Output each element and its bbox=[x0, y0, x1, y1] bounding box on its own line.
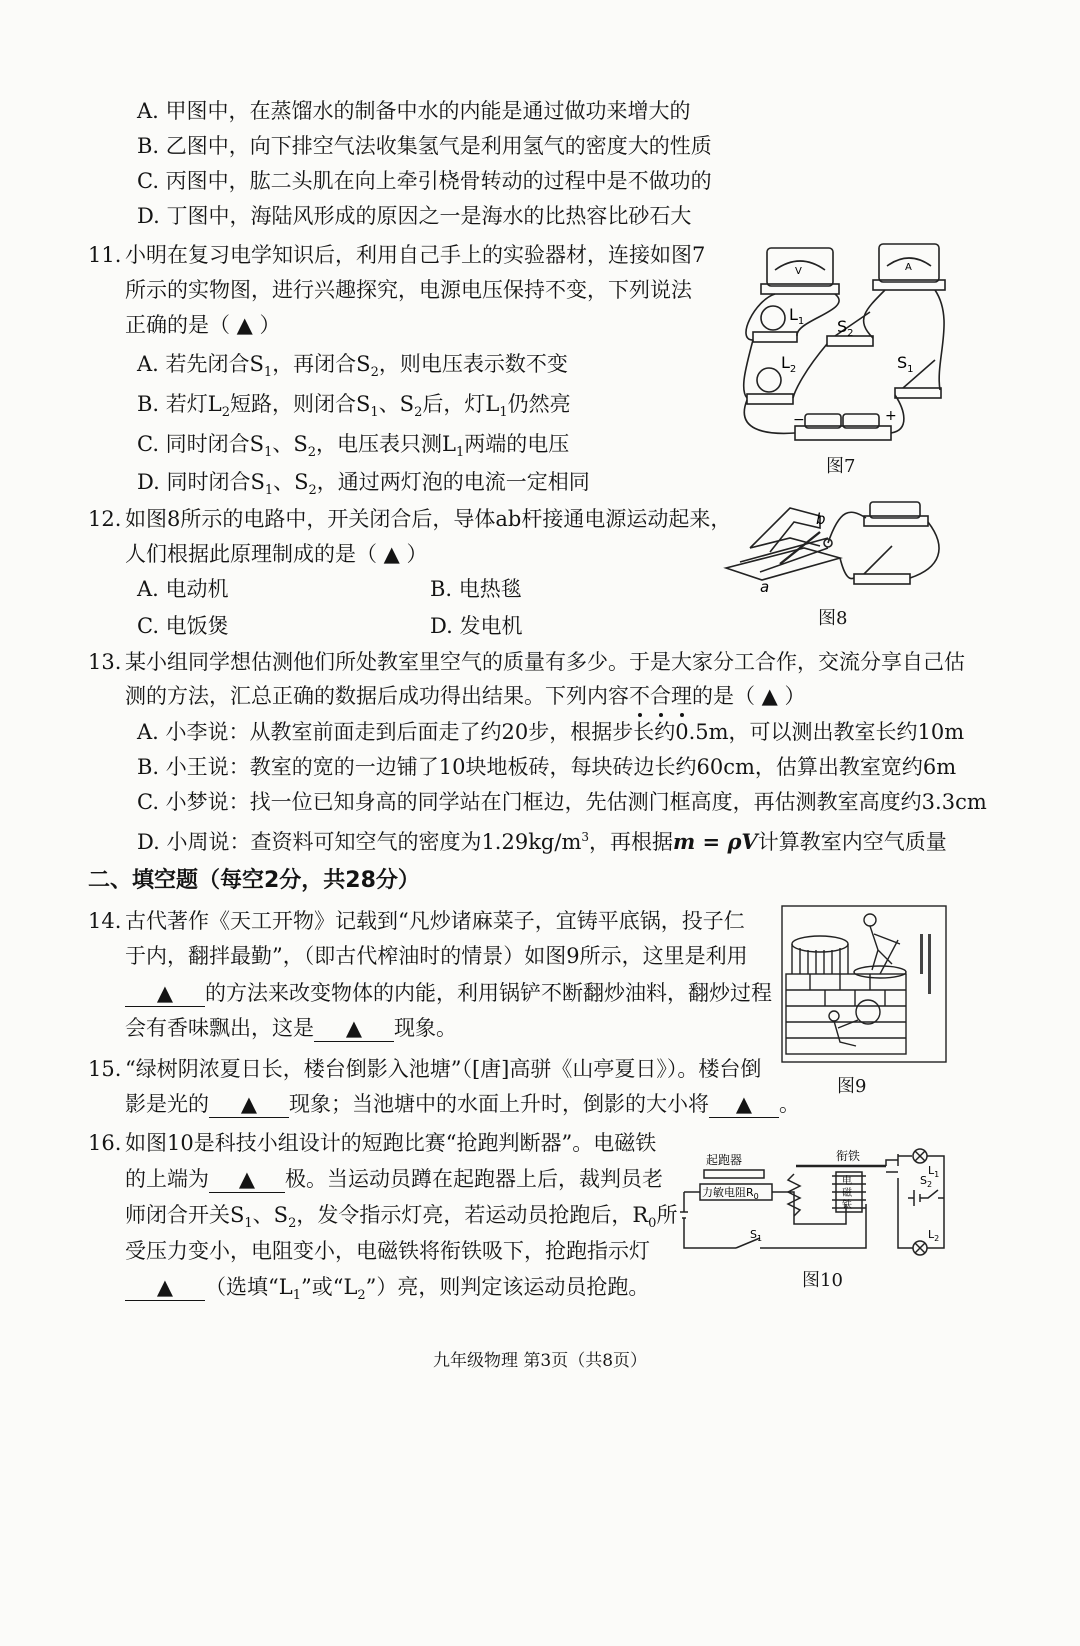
wire bbox=[840, 558, 854, 579]
brick-stove bbox=[786, 974, 906, 1054]
resistor-label: 力敏电阻$R_0$ bbox=[702, 1186, 759, 1201]
l2-label: $L_2$ bbox=[781, 353, 797, 375]
q16-number: 16. bbox=[88, 1131, 122, 1155]
lamp-l1-base bbox=[753, 332, 797, 342]
q16-blank-1[interactable]: ▲ bbox=[209, 1166, 285, 1193]
l1-label: $L_1$ bbox=[928, 1164, 940, 1179]
spatula bbox=[880, 940, 898, 974]
q16-stem-line4: 受压力变小，电阻变小，电磁铁将衔铁吸下，抢跑指示灯 bbox=[125, 1239, 650, 1263]
q14-stem-line2: 于内，翻拌最勤”，（即古代榨油时的情景）如图9所示，这里是利用 bbox=[125, 944, 748, 968]
s1-label: $S_1$ bbox=[750, 1228, 763, 1243]
q14-stem-line4: 会有香味飘出，这是 ▲ 现象。 bbox=[125, 1016, 457, 1040]
wire bbox=[935, 290, 944, 390]
brick-rows bbox=[786, 990, 906, 1038]
voltmeter-label: V bbox=[795, 266, 802, 277]
q15-stem-line2: 影是光的 ▲ 现象；当池塘中的水面上升时，倒影的大小将 ▲ 。 bbox=[125, 1092, 800, 1116]
figure-9-oil-pressing-illustration bbox=[780, 904, 948, 1064]
starter-label: 起跑器 bbox=[706, 1153, 743, 1167]
rail bbox=[740, 538, 828, 562]
switch-lever bbox=[864, 546, 892, 574]
q11-option-b: B. 若灯$L_2$短路，则闭合$S_1$、$S_2$后，灯$L_1$仍然亮 bbox=[137, 392, 571, 421]
q13-number: 13. bbox=[88, 650, 122, 674]
conductor-ab bbox=[780, 532, 820, 564]
q10-option-d: D. 丁图中，海陆风形成的原因之一是海水的比热容比砂石大 bbox=[137, 204, 692, 228]
q13-option-b: B. 小王说：教室的宽的一边铺了10块地板砖，每块砖边长约60cm，估算出教室宽约6m bbox=[137, 755, 957, 779]
lamp-l2-cross bbox=[915, 1243, 925, 1253]
section-2-heading: 二、填空题（每空2分，共28分） bbox=[88, 868, 420, 893]
l2-label: $L_2$ bbox=[928, 1228, 940, 1243]
q14-blank-2[interactable]: ▲ bbox=[314, 1015, 394, 1042]
q12-option-d: D. 发电机 bbox=[430, 614, 523, 638]
q12-option-c: C. 电饭煲 bbox=[137, 614, 229, 638]
s1-label: $S_1$ bbox=[897, 353, 914, 375]
lamp-l1-bulb bbox=[761, 306, 785, 330]
battery-minus-label: − bbox=[793, 412, 805, 428]
wire bbox=[898, 1178, 913, 1248]
figure-8-motor-principle bbox=[720, 488, 950, 598]
lamp-l2-base bbox=[747, 394, 793, 404]
wok bbox=[854, 966, 906, 978]
q15-number: 15. bbox=[88, 1057, 122, 1081]
figure-7-circuit bbox=[735, 240, 955, 460]
starting-block bbox=[704, 1170, 764, 1178]
q11-stem-line2: 所示的实物图，进行兴趣探究，电源电压保持不变，下列说法 bbox=[125, 278, 692, 302]
q11-stem-line1: 小明在复习电学知识后，利用自己手上的实验器材，连接如图7 bbox=[125, 243, 706, 267]
q10-option-c: C. 丙图中，肱二头肌在向上牵引桡骨转动的过程中是不做功的 bbox=[137, 169, 712, 193]
q12-option-a: A. 电动机 bbox=[137, 577, 229, 601]
q13-stem-line2: 测的方法，汇总正确的数据后成功得出结果。下列内容不合理的是（ ▲ ） bbox=[125, 681, 806, 711]
switch-base bbox=[854, 574, 910, 584]
worker-head bbox=[864, 914, 876, 926]
wire bbox=[797, 294, 839, 336]
ammeter-label: A bbox=[905, 262, 912, 273]
bellows bbox=[856, 1000, 880, 1024]
wire bbox=[744, 400, 795, 433]
page-footer: 九年级物理 第3页（共8页） bbox=[432, 1351, 648, 1371]
q15-blank-1[interactable]: ▲ bbox=[209, 1091, 289, 1118]
q12-option-b: B. 电热毯 bbox=[430, 577, 522, 601]
figure-9-caption: 图9 bbox=[837, 1076, 867, 1097]
q12-number: 12. bbox=[88, 507, 122, 531]
magnet-label-3: 铁 bbox=[842, 1200, 852, 1211]
q14-number: 14. bbox=[88, 909, 122, 933]
magnet-label-1: 电 bbox=[842, 1176, 852, 1187]
q11-option-a: A. 若先闭合$S_1$，再闭合$S_2$，则电压表示数不变 bbox=[137, 352, 568, 381]
figure-7-caption: 图7 bbox=[826, 456, 856, 477]
battery-and-switch-s2 bbox=[908, 1190, 944, 1206]
q13-option-d: D. 小周说：查资料可知空气的密度为$1.29kg/m^3$，再根据m = ρV计算教室内空气质量 bbox=[137, 829, 947, 854]
figure-10-false-start-circuit bbox=[676, 1144, 952, 1256]
q11-number: 11. bbox=[88, 243, 122, 267]
q16-stem-line1: 如图10是科技小组设计的短跑比赛“抢跑判断器”。电磁铁 bbox=[125, 1131, 657, 1155]
contacts bbox=[886, 1154, 898, 1172]
q14-blank-1[interactable]: ▲ bbox=[125, 980, 205, 1007]
wire bbox=[744, 340, 753, 398]
wire bbox=[910, 522, 939, 578]
l1-label: $L_1$ bbox=[789, 305, 805, 327]
switch-s1-base bbox=[895, 388, 941, 398]
battery-plus-label: + bbox=[885, 408, 897, 424]
figure-8-caption: 图8 bbox=[818, 608, 848, 629]
figure-10-caption: 图10 bbox=[802, 1270, 843, 1291]
q11-stem-line3: 正确的是（ ▲ ） bbox=[125, 313, 281, 337]
wire bbox=[793, 344, 827, 398]
q13-option-c: C. 小梦说：找一位已知身高的同学站在门框边，先估测门框高度，再估测教室高度约3.3cm bbox=[137, 790, 987, 814]
s2-label: $S_2$ bbox=[837, 317, 854, 339]
q11-option-d: D. 同时闭合$S_1$、$S_2$，通过两灯泡的电流一定相同 bbox=[137, 470, 590, 499]
q10-option-b: B. 乙图中，向下排空气法收集氢气是利用氢气的密度大的性质 bbox=[137, 134, 712, 158]
calligraphy-inscription bbox=[920, 934, 931, 994]
lamp-l1-cross bbox=[915, 1151, 925, 1161]
q15-blank-2[interactable]: ▲ bbox=[709, 1091, 779, 1118]
q12-stem-line1: 如图8所示的电路中，开关闭合后，导体ab杆接通电源运动起来， bbox=[125, 507, 732, 531]
q15-stem-line1: “绿树阴浓夏日长，楼台倒影入池塘”（[唐]高骈《山亭夏日》）。楼台倒 bbox=[125, 1057, 762, 1081]
q14-stem-line3: ▲ 的方法来改变物体的内能，利用锅铲不断翻炒油料，翻炒过程 bbox=[125, 978, 772, 1008]
q11-option-c: C. 同时闭合$S_1$、$S_2$，电压表只测$L_1$两端的电压 bbox=[137, 432, 570, 461]
q13-option-a: A. 小李说：从教室前面走到后面走了约20步，根据步长约0.5m，可以测出教室长约10m bbox=[137, 720, 965, 744]
q10-option-a: A. 甲图中，在蒸馏水的制备中水的内能是通过做功来增大的 bbox=[137, 99, 691, 123]
q16-stem-line3: 师闭合开关$S_1$、$S_2$，发令指示灯亮，若运动员抢跑后，$R_0$所 bbox=[125, 1203, 678, 1232]
lamp-l2-bulb bbox=[757, 368, 781, 392]
label-b: b bbox=[816, 510, 826, 528]
q16-blank-2[interactable]: ▲ bbox=[125, 1274, 205, 1301]
seated-worker-head bbox=[829, 1011, 839, 1021]
q13-stem-line1: 某小组同学想估测他们所处教室里空气的质量有多少。于是大家分工合作，交流分享自己估 bbox=[125, 650, 965, 674]
s2-label: $S_2$ bbox=[920, 1174, 933, 1189]
armature-label: 衔铁 bbox=[836, 1149, 861, 1163]
wire bbox=[828, 512, 866, 543]
q14-stem-line1: 古代著作《天工开物》记载到“凡炒诸麻菜子，宜铸平底锅，投子仁 bbox=[125, 909, 745, 933]
q16-stem-line2: 的上端为 ▲ 极。当运动员蹲在起跑器上后，裁判员老 bbox=[125, 1167, 663, 1191]
label-a: a bbox=[760, 578, 770, 596]
seated-worker-body bbox=[834, 1020, 858, 1046]
q16-stem-line5: ▲ （选填“$L_1$”或“$L_2$”）亮，则判定该运动员抢跑。 bbox=[125, 1272, 649, 1311]
q12-stem-line2: 人们根据此原理制成的是（ ▲ ） bbox=[125, 542, 428, 566]
magnet-label-2: 磁 bbox=[842, 1188, 852, 1199]
